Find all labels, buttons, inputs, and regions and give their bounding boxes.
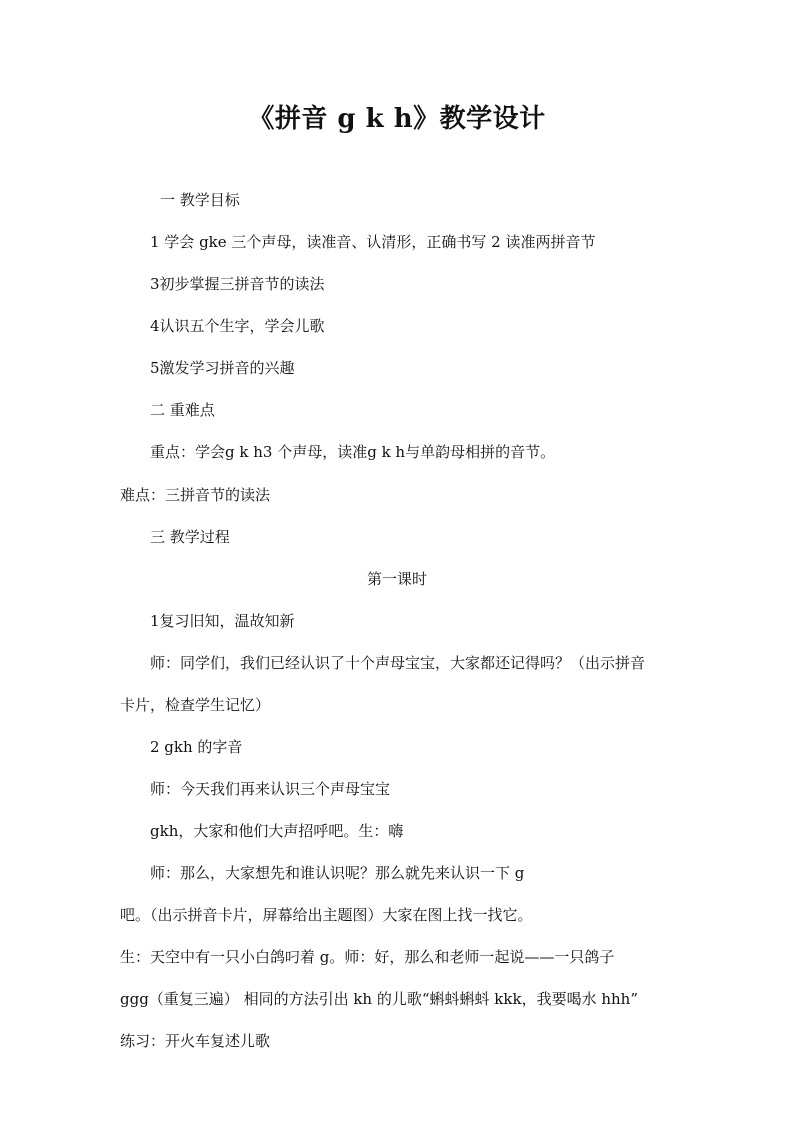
paragraph-line: 师：同学们，我们已经认识了十个声母宝宝，大家都还记得吗？（出示拼音 [150,654,646,672]
paragraph-line: ggg（重复三遍） 相同的方法引出 kh 的儿歌“蝌蚪蝌蚪 kkk，我要喝水 hhh” [120,990,638,1008]
paragraph-line: 1 学会 gke 三个声母，读准音、认清形，正确书写 2 读准两拼音节 [150,233,596,251]
paragraph-line: 生：天空中有一只小白鸽叼着 g。师：好，那么和老师一起说——一只鸽子 [120,948,615,966]
paragraph-line: 4认识五个生字，学会儿歌 [150,317,325,335]
section-heading-key-points: 二 重难点 [150,401,215,419]
document-title: 《拼音 g k h》教学设计 [248,104,546,134]
paragraph-line: 师：今天我们再来认识三个声母宝宝 [150,780,391,798]
paragraph-line: 1复习旧知，温故知新 [150,612,295,630]
paragraph-line: 卡片，检查学生记忆） [120,696,271,714]
paragraph-line: 师：那么，大家想先和谁认识呢？那么就先来认识一下 g [150,864,525,882]
paragraph-line: 吧。（出示拼音卡片，屏幕给出主题图）大家在图上找一找它。 [120,906,533,924]
section-heading-process: 三 教学过程 [150,528,230,546]
paragraph-line: 2 gkh 的字音 [150,738,243,756]
section-heading-goals: 一 教学目标 [160,191,240,209]
paragraph-line: 5激发学习拼音的兴趣 [150,359,295,377]
paragraph-line: 3初步掌握三拼音节的读法 [150,275,325,293]
paragraph-line: 难点：三拼音节的读法 [120,486,271,504]
paragraph-line: gkh，大家和他们大声招呼吧。生：嗨 [150,822,404,840]
paragraph-line: 重点：学会g k h3 个声母，读准g k h与单韵母相拼的音节。 [150,443,556,461]
lesson-heading: 第一课时 [366,570,427,588]
paragraph-line: 练习：开火车复述儿歌 [120,1032,271,1050]
